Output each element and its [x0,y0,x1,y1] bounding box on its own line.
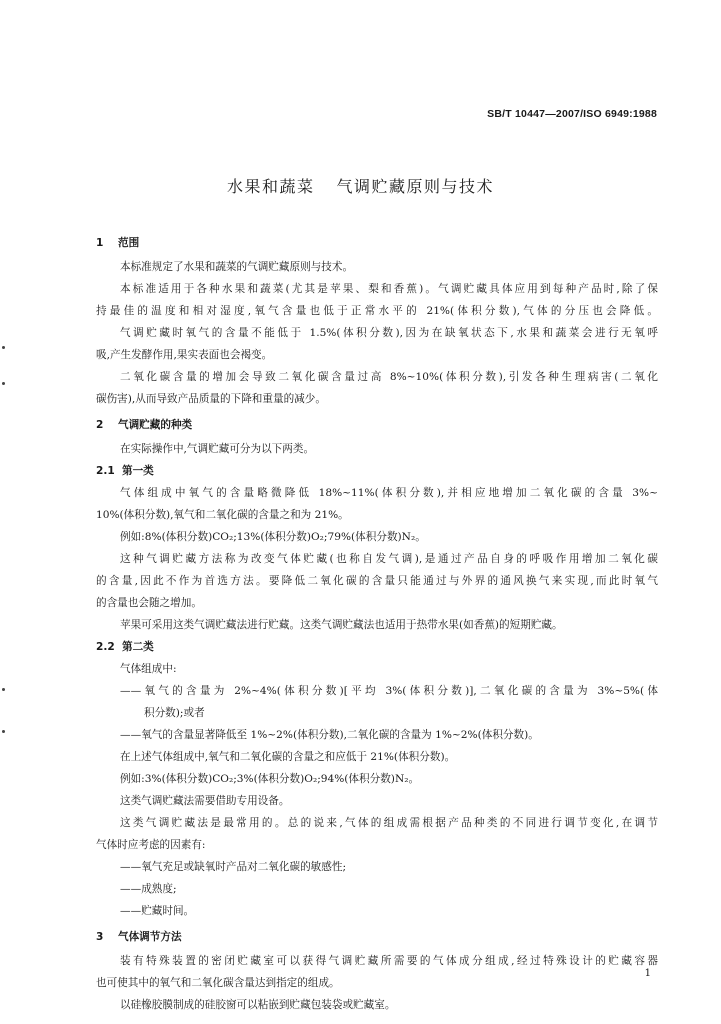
paragraph-line: 苹果可采用这类气调贮藏法进行贮藏。这类气调贮藏法也适用于热带水果(如香蕉)的短期贮藏。 [120,619,563,631]
subsection-title: 第一类 [122,465,154,477]
paragraph-line: 气体组成中: [120,663,177,675]
list-item-continuation: 积分数);或者 [144,707,205,719]
paragraph-line: 在上述气体组成中,氧气和二氧化碳的含量之和应低于 21%(体积分数)。 [120,751,456,763]
scan-mark [2,382,5,385]
paragraph-line: 在实际操作中,气调贮藏可分为以下两类。 [120,443,315,455]
section-number: 1 [96,237,104,249]
section-1-heading [96,232,658,254]
subsection-title: 第二类 [122,641,154,653]
paragraph-line: 这种气调贮藏方法称为改变气体贮藏(也称自发气调),是通过产品自身的呼吸作用增加二氧化碳 [120,553,658,565]
paragraph-line: 吸,产生发酵作用,果实表面也会褐变。 [96,349,273,361]
section-2-heading [96,414,658,436]
paragraph-line: 以硅橡胶膜制成的硅胶窗可以粘嵌到贮藏包装袋或贮藏室。 [120,999,396,1011]
paragraph-line: 气体时应考虑的因素有: [96,839,206,851]
scan-mark [2,688,5,691]
list-item: ——氧气充足或缺氧时产品对二氧化碳的敏感性; [120,861,347,873]
paragraph-line: 气体组成中氧气的含量略微降低 18%~11%(体积分数),并相应地增加二氧化碳的含量 3%~ [120,487,658,499]
paragraph-line: 这类气调贮藏法是最常用的。总的说来,气体的组成需根据产品种类的不同进行调节变化,在调节 [120,817,658,829]
page-number: 1 [644,968,651,979]
paragraph-line: 气调贮藏时氧气的含量不能低于 1.5%(体积分数),因为在缺氧状态下,水果和蔬菜会进行无氧呼 [120,327,658,339]
list-item: ——贮藏时间。 [120,905,195,917]
paragraph-line: 例如:8%(体积分数)CO₂;13%(体积分数)O₂;79%(体积分数)N₂。 [120,531,426,543]
paragraph-line: 的含量,因此不作为首选方法。要降低二氧化碳的含量只能通过与外界的通风换气来实现,而此时氧气 [96,575,658,587]
scan-mark [2,346,5,349]
section-title: 气调贮藏的种类 [118,419,193,431]
subsection-number: 2.2 [96,641,115,653]
paragraph-line: 二氧化碳含量的增加会导致二氧化碳含量过高 8%~10%(体积分数),引发各种生理病害(二氧化 [120,371,658,383]
paragraph-line: 这类气调贮藏法需要借助专用设备。 [120,795,290,807]
paragraph-line: 装有特殊装置的密闭贮藏室可以获得气调贮藏所需要的气体成分组成,经过特殊设计的贮藏容器 [120,955,658,967]
document-title [0,174,721,197]
section-number: 3 [96,931,104,943]
paragraph-line: 也可使其中的氧气和二氧化碳含量达到指定的组成。 [96,977,340,989]
list-item: ——氧气的含量为 2%~4%(体积分数)[平均 3%(体积分数)],二氧化碳的含量为 3%~5%(体 [120,685,658,697]
paragraph-line: 10%(体积分数),氧气和二氧化碳的含量之和为 21%。 [96,509,349,521]
section-title: 范围 [118,237,140,249]
section-number: 2 [96,419,104,431]
section-3-heading [96,926,658,948]
title-part-1: 水果和蔬菜 [226,177,315,196]
section-title: 气体调节方法 [118,931,182,943]
paragraph-line: 本标准规定了水果和蔬菜的气调贮藏原则与技术。 [120,261,354,273]
subsection-2-1-heading [96,460,658,482]
paragraph-line: 持最佳的温度和相对湿度,氧气含量也低于正常水平的 21%(体积分数),气体的分压也会降低。 [96,305,658,317]
paragraph-line: 例如:3%(体积分数)CO₂;3%(体积分数)O₂;94%(体积分数)N₂。 [120,773,420,785]
scan-mark [2,730,5,733]
subsection-number: 2.1 [96,465,115,477]
subsection-2-2-heading [96,636,658,658]
paragraph-line: 本标准适用于各种水果和蔬菜(尤其是苹果、梨和香蕉)。气调贮藏具体应用到每种产品时,除了保 [120,283,658,295]
paragraph-line: 碳伤害),从而导致产品质量的下降和重量的减少。 [96,393,326,405]
title-part-2: 气调贮藏原则与技术 [336,177,495,196]
paragraph-line: 的含量也会随之增加。 [96,597,202,609]
list-item: ——氧气的含量显著降低至 1%~2%(体积分数),二氧化碳的含量为 1%~2%(体积分数)。 [120,729,539,741]
standard-code: SB/T 10447—2007/ISO 6949:1988 [487,108,657,120]
list-item: ——成熟度; [120,883,177,895]
